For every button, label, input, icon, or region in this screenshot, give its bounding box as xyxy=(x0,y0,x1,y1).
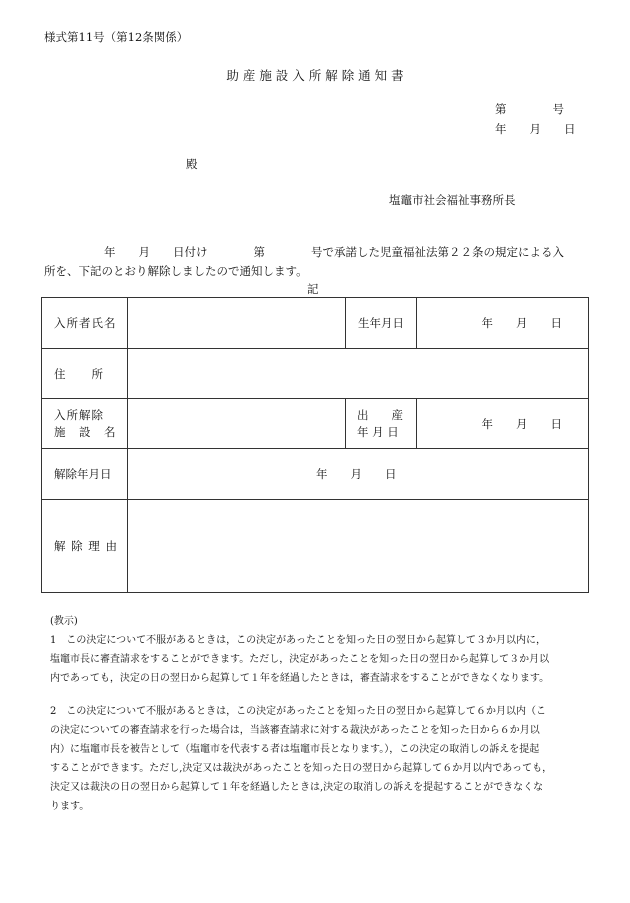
note-1-line-2: 塩竈市長に審査請求をすることができます。ただし，決定があったことを知った日の翌日から起算して３か月以 xyxy=(50,654,550,665)
reason-label: 解 除 理 由 xyxy=(42,500,128,593)
note-2-line-6: ります。 xyxy=(50,801,90,812)
birth-label: 生年月日 xyxy=(346,298,417,349)
address-label: 住 所 xyxy=(42,349,128,399)
document-number: 第 号 xyxy=(495,102,564,116)
issuer: 塩竈市社会福祉事務所長 xyxy=(389,193,516,207)
note-2-line-4: することができます。ただし,決定又は裁決があったことを知った日の翌日から起算して６か月以内であっても， xyxy=(50,763,553,774)
due-date-label-line1: 出 産 xyxy=(357,407,403,422)
name-field[interactable] xyxy=(128,298,346,349)
due-date-label xyxy=(346,399,417,449)
ki-label: 記 xyxy=(307,282,319,296)
body-line-1: 年 月 日付け 第 号で承諾した児童福祉法第２２条の規定による入 xyxy=(104,245,564,259)
name-label: 入所者氏名 xyxy=(42,298,128,349)
reason-field[interactable] xyxy=(128,500,589,593)
note-2-line-1: 2 この決定について不服があるときは，この決定があったことを知った日の翌日から起算して６か月以内（こ xyxy=(50,706,547,717)
page-title: 助 産 施 設 入 所 解 除 通 知 書 xyxy=(226,68,404,83)
cancel-date-label: 解除年月日 xyxy=(42,449,128,500)
note-2-line-5: 決定又は裁決の日の翌日から起算して１年を経過したときは,決定の取消しの訴えを提起することができなくな xyxy=(50,782,544,793)
form-table xyxy=(41,297,589,593)
note-1-line-1: 1 この決定について不服があるときは，この決定があったことを知った日の翌日から起算して３か月以内に， xyxy=(50,635,547,646)
body-line-2: 所を、下記のとおり解除しましたので通知します。 xyxy=(44,264,308,278)
notes-heading: (教示) xyxy=(50,616,78,627)
note-2-line-2: の決定についての審査請求を行った場合は，当該審査請求に対する裁決があったことを知った日から６か月以 xyxy=(50,725,540,736)
notes xyxy=(50,612,590,816)
document-date: 年 月 日 xyxy=(495,122,576,136)
due-date-field[interactable]: 年 月 日 xyxy=(417,399,589,449)
address-field[interactable] xyxy=(128,349,589,399)
facility-label-line1: 入所解除 xyxy=(54,407,104,422)
facility-label xyxy=(42,399,128,449)
facility-field[interactable] xyxy=(128,399,346,449)
addressee-suffix: 殿 xyxy=(186,157,198,171)
cancel-date-field[interactable]: 年 月 日 xyxy=(128,449,589,500)
birth-date-field[interactable]: 年 月 日 xyxy=(417,298,589,349)
note-1-line-3: 内であっても，決定の日の翌日から起算して１年を経過したときは，審査請求をすることができなくなります。 xyxy=(50,673,550,684)
due-date-label-line2: 年 月 日 xyxy=(357,424,399,439)
form-id: 様式第11号（第12条関係） xyxy=(44,30,189,44)
facility-label-line2: 施 設 名 xyxy=(54,424,117,439)
note-2-line-3: 内）に塩竈市長を被告として（塩竈市を代表する者は塩竈市長となります。），この決定の取消しの訴えを提起 xyxy=(50,744,540,755)
